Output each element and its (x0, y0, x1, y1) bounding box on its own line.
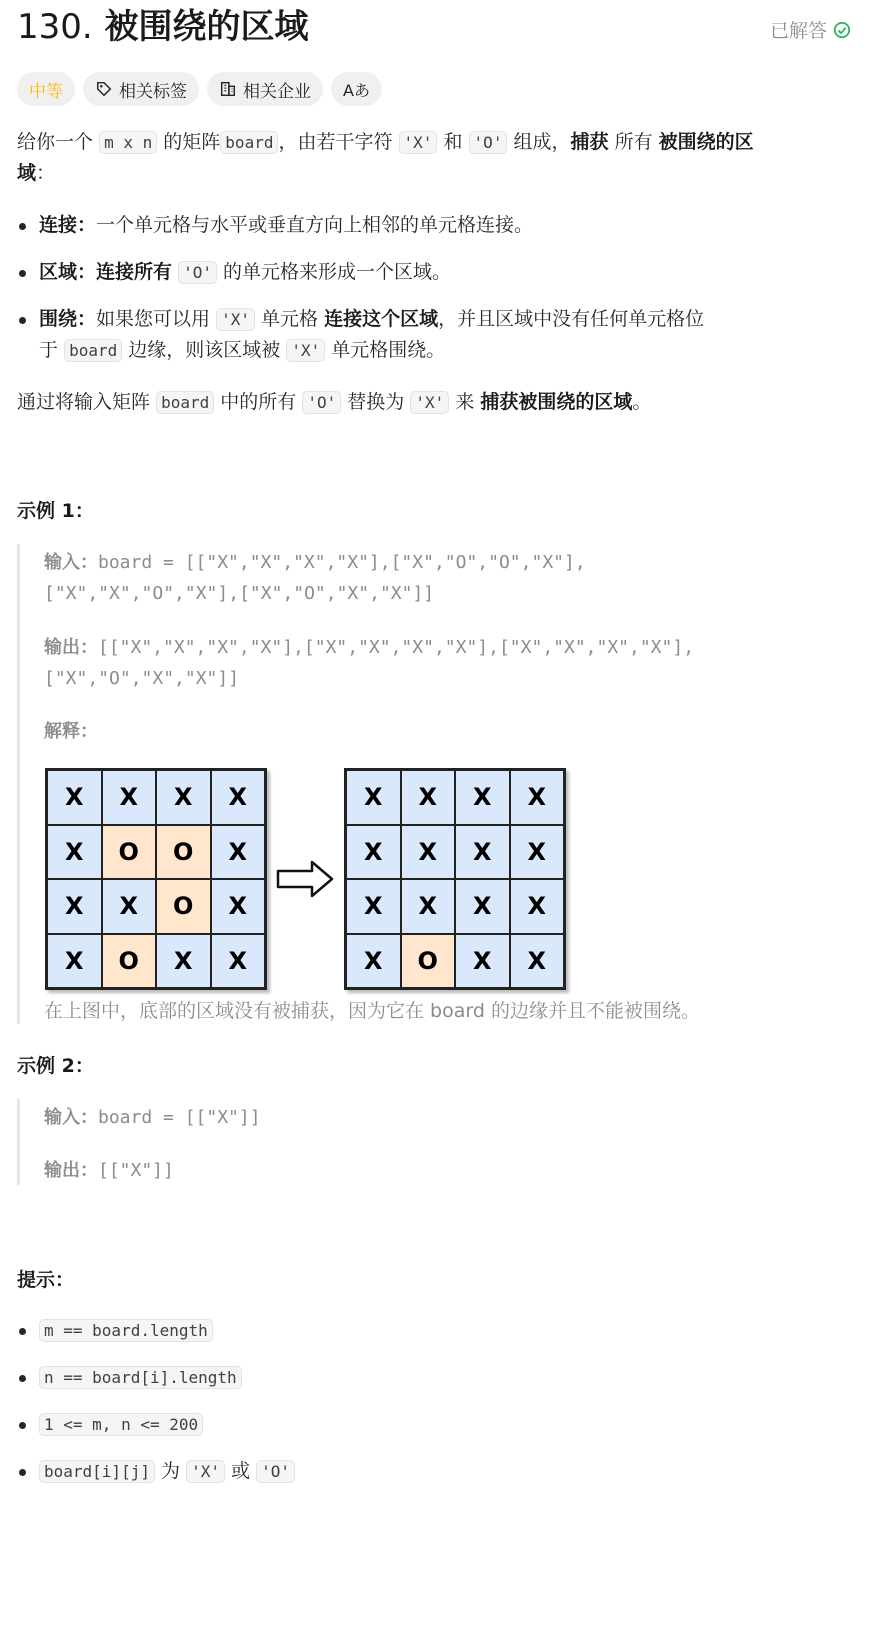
board-cell-0-3: X (510, 770, 565, 825)
board-cell-0-0: X (346, 770, 401, 825)
tag-bar (17, 72, 382, 106)
board-cell-2-1: X (102, 879, 157, 934)
board-cell-0-2: X (455, 770, 510, 825)
board-cell-1-0: X (47, 825, 102, 880)
tag-icon (95, 80, 113, 98)
board-cell-3-2: X (455, 934, 510, 989)
board-before-diagram (45, 768, 267, 990)
board-cell-3-3: X (211, 934, 266, 989)
problem-title[interactable] (17, 6, 309, 48)
example-1-block (17, 544, 820, 1024)
board-cell-2-1: X (401, 879, 456, 934)
example-1-output: 输出：[["X","X","X","X"],["X","X","X","X"],["X","X","X","X"], ["X","O","X","X"]] (44, 637, 695, 689)
board-cell-0-1: X (401, 770, 456, 825)
board-cell-2-0: X (47, 879, 102, 934)
board-cell-3-3: X (510, 934, 565, 989)
board-cell-1-2: X (455, 825, 510, 880)
related-tags-label: 相关标签 (119, 81, 187, 102)
board-cell-0-2: X (156, 770, 211, 825)
check-circle-icon (833, 21, 851, 39)
difficulty-label: 中等 (29, 81, 63, 102)
right-arrow-icon (275, 859, 337, 899)
board-cell-1-0: X (346, 825, 401, 880)
board-cell-2-3: X (510, 879, 565, 934)
board-cell-0-1: X (102, 770, 157, 825)
description-paragraph-2: 通过将输入矩阵 board 中的所有 'O' 替换为 'X' 来 捕获被围绕的区域。 (17, 391, 652, 413)
example-2-heading: 示例 2： (17, 1055, 94, 1077)
building-icon (219, 80, 237, 98)
related-tags-button[interactable] (83, 72, 199, 106)
hint-item: 1 <= m, n <= 200 (17, 1409, 799, 1440)
translate-icon: Aあ (343, 80, 370, 100)
example-1-caption: 在上图中，底部的区域没有被捕获，因为它在 board 的边缘并且不能被围绕。 (44, 1000, 700, 1022)
hints-heading: 提示： (17, 1269, 75, 1291)
description-paragraph-1: 给你一个 m x n 的矩阵 board ，由若干字符 'X' 和 'O' 组成，捕获 所有 被围绕的区 域： (17, 131, 754, 184)
board-cell-2-2: X (455, 879, 510, 934)
board-cell-0-3: X (211, 770, 266, 825)
example-1-explanation-label: 解释： (44, 721, 98, 742)
bullet-region: 区域：连接所有 'O' 的单元格来形成一个区域。 (17, 257, 799, 288)
board-cell-1-3: X (510, 825, 565, 880)
example-2-output: 输出：[["X"]] (44, 1160, 174, 1181)
solved-label: 已解答 (769, 20, 827, 42)
example-2-input: 输入：board = [["X"]] (44, 1107, 261, 1128)
board-after-diagram (344, 768, 566, 990)
bullet-connect: 连接：一个单元格与水平或垂直方向上相邻的单元格连接。 (17, 210, 799, 241)
title-row (17, 6, 855, 48)
board-cell-3-1: O (401, 934, 456, 989)
related-companies-button[interactable] (207, 72, 323, 106)
board-cell-3-2: X (156, 934, 211, 989)
solved-status (770, 16, 851, 43)
board-cell-3-1: O (102, 934, 157, 989)
example-1-input: 输入：board = [["X","X","X","X"],["X","O","O","X"], ["X","X","O","X"],["X","O","X","X"]] (44, 552, 586, 604)
translate-button[interactable] (331, 72, 382, 106)
problem-number: 130. (17, 7, 93, 47)
bullet-surround: 围绕：如果您可以用 'X' 单元格 连接这个区域，并且区域中没有任何单元格位 于 board 边缘，则该区域被 'X' 单元格围绕。 (17, 304, 799, 366)
board-cell-0-0: X (47, 770, 102, 825)
example-2-block (17, 1099, 820, 1185)
board-cell-1-3: X (211, 825, 266, 880)
difficulty-badge (17, 72, 75, 106)
board-cell-1-1: X (401, 825, 456, 880)
related-companies-label: 相关企业 (243, 81, 311, 102)
hint-item: m == board.length (17, 1315, 799, 1346)
problem-name: 被围绕的区域 (104, 7, 309, 47)
hint-item: board[i][j] 为 'X' 或 'O' (17, 1456, 799, 1487)
board-cell-1-1: O (102, 825, 157, 880)
board-cell-3-0: X (346, 934, 401, 989)
example-1-heading: 示例 1： (17, 500, 94, 522)
board-cell-2-3: X (211, 879, 266, 934)
board-cell-3-0: X (47, 934, 102, 989)
hint-item: n == board[i].length (17, 1362, 799, 1393)
board-cell-2-0: X (346, 879, 401, 934)
board-cell-1-2: O (156, 825, 211, 880)
board-cell-2-2: O (156, 879, 211, 934)
